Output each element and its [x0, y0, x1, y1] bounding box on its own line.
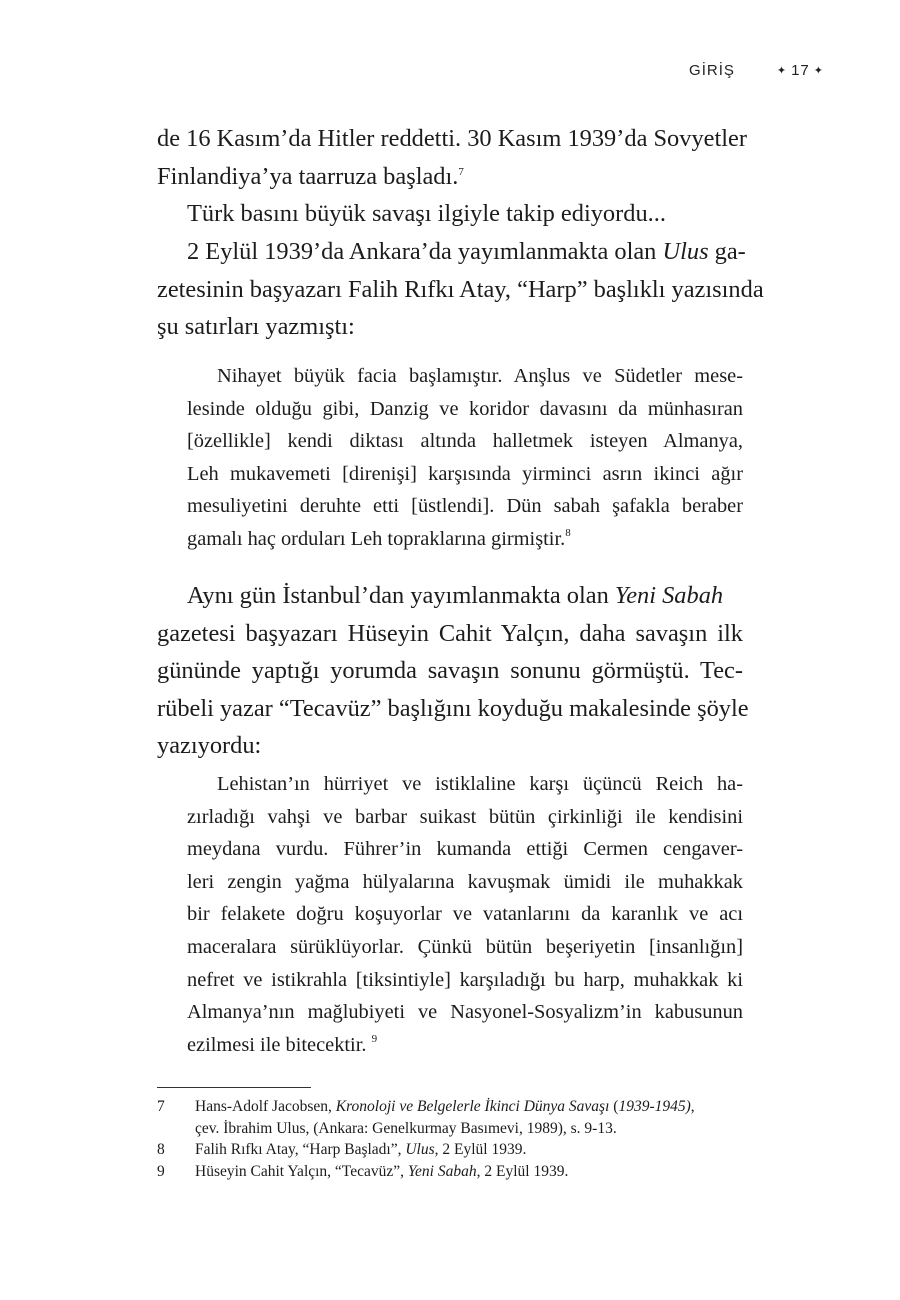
ornament-right-icon: ✦: [813, 65, 824, 77]
footnote-text: Falih Rıfkı Atay, “Harp Başladı”, Ulus, 2 Eylül 1939.: [195, 1141, 527, 1158]
ornament-left-icon: ✦: [776, 65, 788, 77]
text-line: zetesinin başyazarı Falih Rıfkı Atay, “Harp” başlıklı yazısında: [157, 275, 764, 303]
newspaper-title: Yeni Sabah: [614, 582, 724, 609]
footnote-ref: 9: [371, 1032, 378, 1045]
quote-line: Nihayet büyük facia başlamıştır. Anşlus ve Südetler mese-: [217, 365, 743, 387]
paragraph-3: [157, 233, 764, 346]
footnote-number: 7: [157, 1098, 165, 1115]
running-header: [689, 62, 828, 79]
footnote-number: 9: [157, 1162, 165, 1180]
text-line: Finlandiya’ya taarruza başladı.$^7$: [157, 162, 464, 190]
quote-line: [özellikle] kendi diktası altında halletmek isteyen Almanya,: [187, 430, 743, 453]
quote-line: leri zengin yağma hülyalarına kavuşmak ümidi ile muhakkak: [187, 870, 743, 893]
footnote-text: Hans-Adolf Jacobsen, Kronoloji ve Belgelerle İkinci Dünya Savaşı (1939-1945), çev. İbrahim Ulus, (Ankara: Genelkurmay Basımevi, 1989), s. 9-13.: [195, 1098, 695, 1137]
quote-line: Lehistan’ın hürriyet ve istiklaline karşı üçüncü Reich ha-: [217, 773, 743, 795]
paragraph-4: [157, 577, 749, 765]
chapter-title: GİRİŞ: [689, 62, 735, 79]
text-line: 2 Eylül 1939’da Ankara’da yayımlanmakta olan Ulus ga-: [187, 238, 746, 265]
text-line: Aynı gün İstanbul’dan yayımlanmakta olan Yeni Sabah: [187, 582, 724, 609]
footnote-ref: 7: [458, 165, 464, 178]
quote-line: Almanya’nın mağlubiyeti ve Nasyonel-Sosyalizm’in kabusunun: [187, 1001, 743, 1024]
page-number: 17: [791, 62, 810, 79]
quote-line: nefret ve istikrahla [tiksintiyle] karşıladığı bu harp, muhakkak ki: [187, 968, 743, 991]
text-line: yazıyordu:: [157, 732, 262, 759]
block-quote-1: [187, 360, 743, 556]
quote-line: maceralara sürüklüyorlar. Çünkü bütün beşeriyetin [insanlığın]: [187, 935, 743, 958]
footnote-9: [157, 1161, 757, 1183]
paragraph-1: [157, 120, 747, 195]
quote-line: zırladığı vahşi ve barbar suikast bütün çirkinliği ile kendisini: [187, 805, 743, 828]
footnote-text: Hüseyin Cahit Yalçın, “Tecavüz”, Yeni Sabah, 2 Eylül 1939.: [195, 1162, 569, 1180]
footnote-8: [157, 1139, 757, 1161]
text-line: gününde yaptığı yorumda savaşın sonunu görmüştü. Tec-: [157, 657, 743, 684]
newspaper-title: Ulus: [662, 238, 709, 265]
footnote-number: 8: [157, 1141, 165, 1158]
quote-line: bir felakete doğru koşuyorlar ve vatanlarını da karanlık ve acı: [187, 903, 743, 926]
quote-line: lesinde olduğu gibi, Danzig ve koridor davasını da münhasıran: [187, 397, 743, 420]
quote-line: mesuliyetini deruhte etti [üstlendi]. Dün sabah şafakla beraber: [187, 495, 743, 518]
footnote-7: [157, 1096, 757, 1139]
quote-line: gamalı haç orduları Leh topraklarına girmiştir.$^8$: [187, 526, 571, 550]
quote-line: meydana vurdu. Führer’in kumanda ettiği Cermen cengaver-: [187, 838, 743, 861]
text-line: Türk basını büyük savaşı ilgiyle takip ediyordu...: [187, 200, 666, 227]
text-line: rübeli yazar “Tecavüz” başlığını koyduğu makalesinde şöyle: [157, 694, 749, 722]
paragraph-2: [157, 195, 743, 233]
footnote-divider: [157, 1087, 311, 1088]
footnotes: [157, 1096, 757, 1182]
footnote-ref: 8: [565, 526, 571, 539]
text-line: şu satırları yazmıştı:: [157, 313, 355, 340]
block-quote-2: [187, 768, 743, 1061]
text-line: gazetesi başyazarı Hüseyin Cahit Yalçın, daha savaşın ilk: [157, 619, 743, 647]
text-line: de 16 Kasım’da Hitler reddetti. 30 Kasım 1939’da Sovyetler: [157, 125, 747, 152]
quote-line: ezilmesi ile bitecektir. $^9$: [187, 1032, 378, 1056]
quote-line: Leh mukavemeti [direnişi] karşısında yirminci asrın ikinci ağır: [187, 462, 743, 485]
